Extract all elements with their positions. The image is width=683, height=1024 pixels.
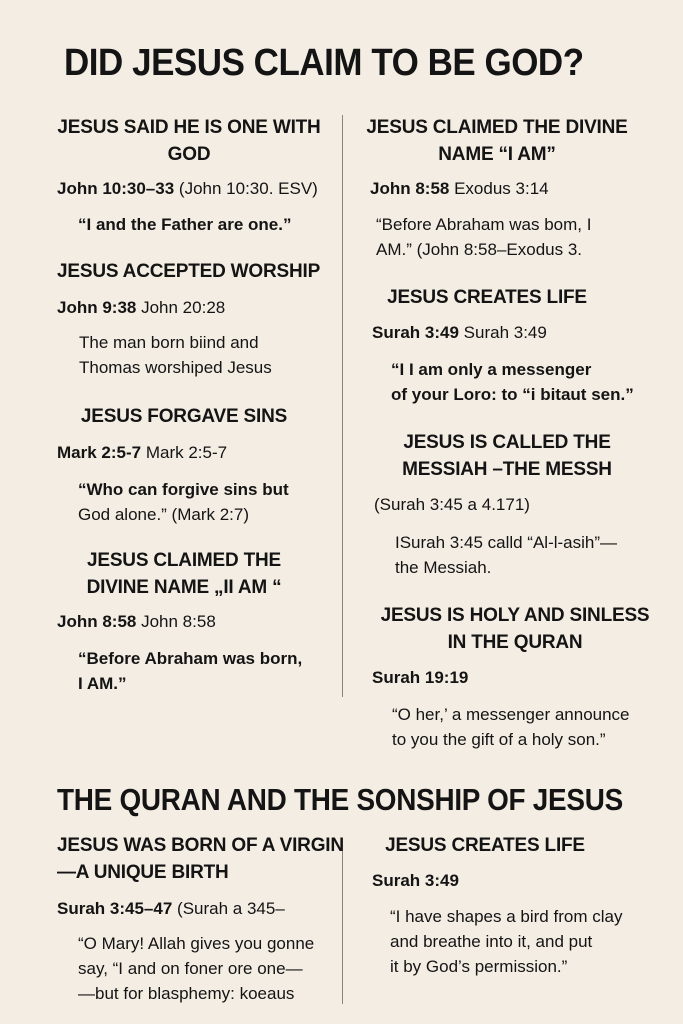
left-section-4-quote: “Before Abraham was born, I AM.” [78, 649, 303, 693]
right-section-3-heading: JESUS IS CALLED THE MESSIAH –THE MESSH [402, 432, 612, 480]
bottom-right-reference: Surah 3:49 [372, 871, 459, 890]
bottom-left-quote: “O Mary! Allah gives you gonne say, “I and on foner ore one— —but for blasphemy: koeaus [78, 934, 315, 1003]
left-section-1-reference: John 10:30–33 (John 10:30. ESV) [57, 179, 318, 198]
right-section-1-heading: JESUS CLAIMED THE DIVINE NAME “I AM” [366, 117, 628, 165]
section-title-quran-sonship: THE QURAN AND THE SONSHIP OF JESUS [57, 782, 623, 817]
page-title: DID JESUS CLAIM TO BE GOD? [64, 42, 584, 84]
left-section-2-reference: John 9:38 John 20:28 [57, 298, 226, 317]
right-section-4-heading: JESUS IS HOLY AND SINLESS IN THE QURAN [380, 605, 650, 653]
left-section-1-quote: “I and the Father are one.” [78, 215, 292, 234]
bottom-left-heading: JESUS WAS BORN OF A VIRGIN —A UNIQUE BIRTH [57, 835, 344, 883]
left-section-2-quote: The man born biind and Thomas worshiped Jesus [79, 333, 272, 377]
right-section-1-quote: “Before Abraham was bom, I AM.” (John 8:58–Exodus 3. [376, 215, 592, 259]
column-divider-top [342, 115, 343, 697]
left-section-1-heading: JESUS SAID HE IS ONE WITH GOD [57, 117, 321, 165]
right-section-4-quote: “O her,’ a messenger announce to you the gift of a holy son.” [392, 705, 630, 749]
bottom-right-heading: JESUS CREATES LIFE [385, 835, 585, 856]
right-section-3-quote: ISurah 3:45 calld “Al-l-asih”— the Messiah. [395, 533, 618, 577]
bottom-left-reference: Surah 3:45–47 (Surah a 345– [57, 899, 285, 918]
right-section-2-quote: “I I am only a messenger of your Loro: to “i bitaut sen.” [391, 360, 634, 404]
left-section-4-reference: John 8:58 John 8:58 [57, 612, 216, 631]
left-section-3-reference: Mark 2:5-7 Mark 2:5-7 [57, 443, 228, 462]
left-section-3-quote: “Who can forgive sins but God alone.” (Mark 2:7) [78, 480, 289, 524]
right-section-3-reference: (Surah 3:45 a 4.171) [374, 495, 530, 514]
left-section-4-heading: JESUS CLAIMED THE DIVINE NAME „II AM “ [86, 550, 282, 598]
left-section-2-heading: JESUS ACCEPTED WORSHIP [57, 261, 321, 282]
right-section-2-reference: Surah 3:49 Surah 3:49 [372, 323, 547, 342]
right-section-1-reference: John 8:58 Exodus 3:14 [370, 179, 549, 198]
left-section-3-heading: JESUS FORGAVE SINS [80, 406, 288, 427]
bottom-right-quote: “I have shapes a bird from clay and breathe into it, and put it by God’s permission.” [390, 907, 623, 976]
right-section-2-heading: JESUS CREATES LIFE [387, 287, 587, 308]
right-section-4-reference: Surah 19:19 [372, 668, 469, 687]
